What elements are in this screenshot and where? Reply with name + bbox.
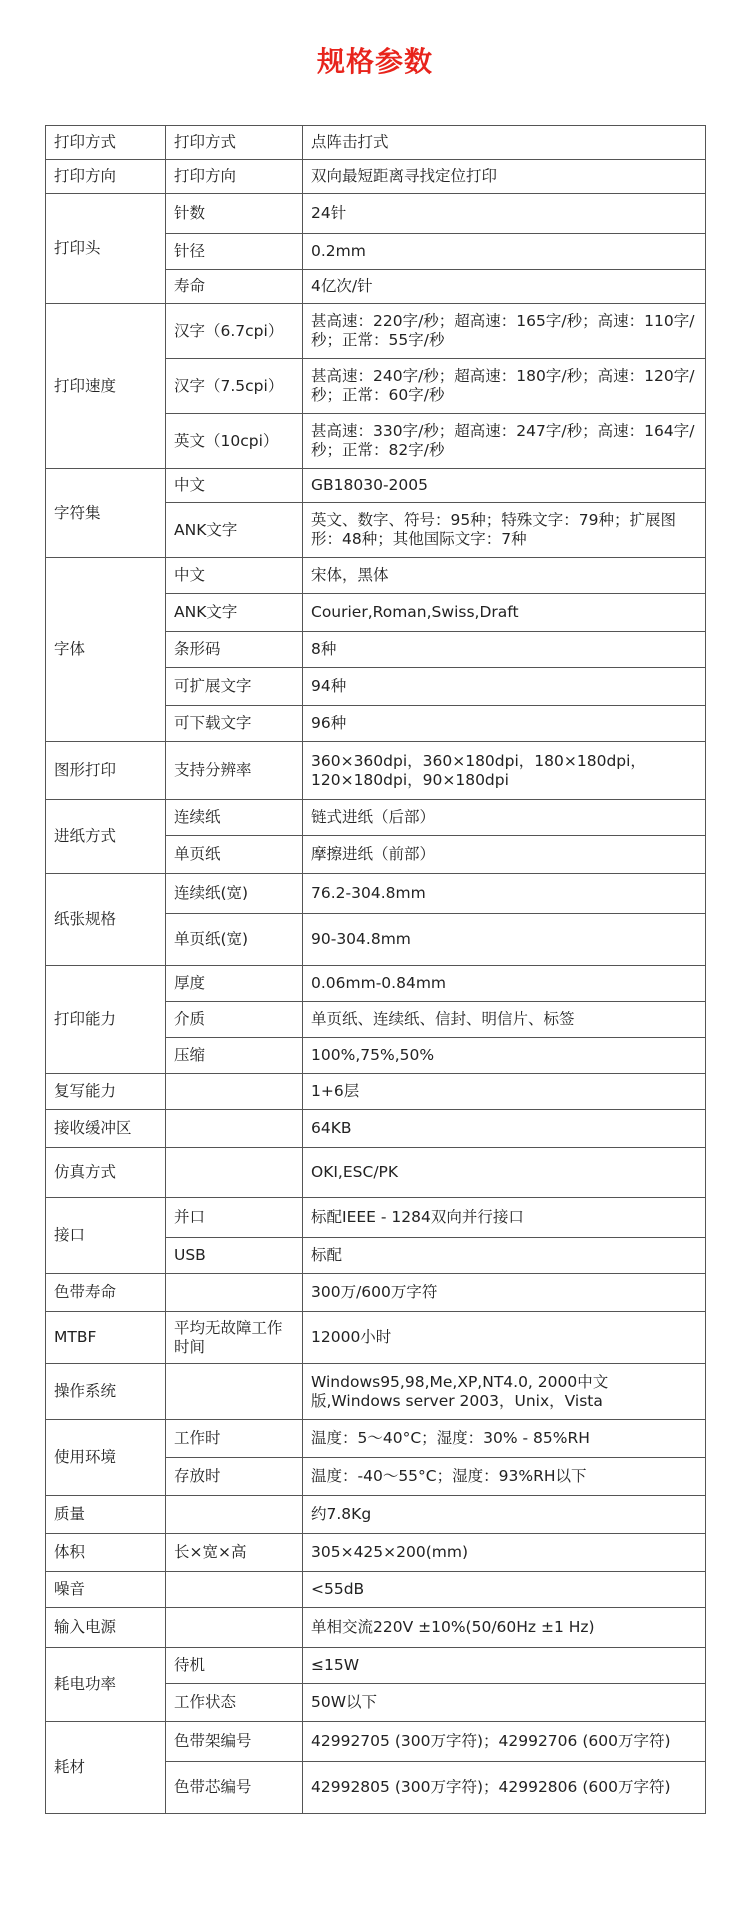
spec-value: 42992805 (300万字符)；42992806 (600万字符) xyxy=(303,1762,706,1814)
spec-item: 压缩 xyxy=(166,1038,303,1074)
spec-item xyxy=(166,1608,303,1648)
spec-item: 介质 xyxy=(166,1002,303,1038)
spec-category: 接收缓冲区 xyxy=(46,1110,166,1148)
spec-item: 连续纸(宽) xyxy=(166,874,303,914)
spec-item: 英文（10cpi） xyxy=(166,414,303,469)
spec-item: 色带芯编号 xyxy=(166,1762,303,1814)
spec-value: 甚高速：220字/秒；超高速：165字/秒；高速：110字/秒；正常：55字/秒 xyxy=(303,304,706,359)
table-row xyxy=(46,558,706,594)
spec-category: 耗材 xyxy=(46,1722,166,1814)
table-row xyxy=(46,1572,706,1608)
spec-value: OKI,ESC/PK xyxy=(303,1148,706,1198)
table-row xyxy=(46,1074,706,1110)
table-row xyxy=(46,1312,706,1364)
spec-value: 1+6层 xyxy=(303,1074,706,1110)
spec-item: 工作时 xyxy=(166,1420,303,1458)
spec-item: ANK文字 xyxy=(166,503,303,558)
spec-value: 温度：5～40°C；湿度：30% - 85%RH xyxy=(303,1420,706,1458)
spec-value: 约7.8Kg xyxy=(303,1496,706,1534)
spec-item: ANK文字 xyxy=(166,594,303,632)
spec-item: 中文 xyxy=(166,469,303,503)
spec-value: Windows95,98,Me,XP,NT4.0, 2000中文版,Windows server 2003，Unix，Vista xyxy=(303,1364,706,1420)
spec-value: 甚高速：240字/秒；超高速：180字/秒；高速：120字/秒；正常：60字/秒 xyxy=(303,359,706,414)
spec-item: USB xyxy=(166,1238,303,1274)
spec-value: 摩擦进纸（前部） xyxy=(303,836,706,874)
spec-value: 12000小时 xyxy=(303,1312,706,1364)
spec-value: 点阵击打式 xyxy=(303,126,706,160)
spec-item xyxy=(166,1572,303,1608)
table-row xyxy=(46,194,706,234)
spec-category: 字符集 xyxy=(46,469,166,558)
spec-item xyxy=(166,1496,303,1534)
spec-category: 打印方式 xyxy=(46,126,166,160)
page-title: 规格参数 xyxy=(316,45,433,78)
spec-item: 单页纸(宽) xyxy=(166,914,303,966)
spec-item: 汉字（6.7cpi） xyxy=(166,304,303,359)
spec-item: 寿命 xyxy=(166,270,303,304)
spec-category: 仿真方式 xyxy=(46,1148,166,1198)
spec-item: 待机 xyxy=(166,1648,303,1684)
spec-value: 100%,75%,50% xyxy=(303,1038,706,1074)
table-row xyxy=(46,1148,706,1198)
spec-item: 打印方向 xyxy=(166,160,303,194)
spec-category: 输入电源 xyxy=(46,1608,166,1648)
spec-category: 打印速度 xyxy=(46,304,166,469)
spec-value: 双向最短距离寻找定位打印 xyxy=(303,160,706,194)
spec-item: 汉字（7.5cpi） xyxy=(166,359,303,414)
spec-value: 8种 xyxy=(303,632,706,668)
table-row xyxy=(46,1722,706,1762)
spec-category: 噪音 xyxy=(46,1572,166,1608)
spec-value: 0.06mm-0.84mm xyxy=(303,966,706,1002)
spec-item: 条形码 xyxy=(166,632,303,668)
table-row xyxy=(46,1198,706,1238)
table-row xyxy=(46,304,706,359)
spec-value: 76.2-304.8mm xyxy=(303,874,706,914)
table-row xyxy=(46,1534,706,1572)
spec-category: 色带寿命 xyxy=(46,1274,166,1312)
spec-value: 94种 xyxy=(303,668,706,706)
spec-category: 耗电功率 xyxy=(46,1648,166,1722)
spec-category: 打印能力 xyxy=(46,966,166,1074)
table-row xyxy=(46,469,706,503)
spec-category: 图形打印 xyxy=(46,742,166,800)
table-row xyxy=(46,1420,706,1458)
spec-item: 支持分辨率 xyxy=(166,742,303,800)
spec-category: 打印头 xyxy=(46,194,166,304)
table-row xyxy=(46,1608,706,1648)
spec-value: ≤15W xyxy=(303,1648,706,1684)
spec-item: 中文 xyxy=(166,558,303,594)
spec-value: 标配IEEE - 1284双向并行接口 xyxy=(303,1198,706,1238)
spec-item xyxy=(166,1110,303,1148)
spec-value: 0.2mm xyxy=(303,234,706,270)
table-row xyxy=(46,1110,706,1148)
spec-value: 96种 xyxy=(303,706,706,742)
spec-value: Courier,Roman,Swiss,Draft xyxy=(303,594,706,632)
spec-category: MTBF xyxy=(46,1312,166,1364)
table-row xyxy=(46,874,706,914)
spec-value: 360×360dpi，360×180dpi，180×180dpi，120×180dpi，90×180dpi xyxy=(303,742,706,800)
spec-item xyxy=(166,1364,303,1420)
table-row xyxy=(46,1274,706,1312)
spec-item: 平均无故障工作时间 xyxy=(166,1312,303,1364)
spec-item xyxy=(166,1074,303,1110)
spec-item: 存放时 xyxy=(166,1458,303,1496)
spec-category: 字体 xyxy=(46,558,166,742)
spec-value: 300万/600万字符 xyxy=(303,1274,706,1312)
spec-value: 24针 xyxy=(303,194,706,234)
table-row xyxy=(46,160,706,194)
spec-item: 可下载文字 xyxy=(166,706,303,742)
spec-item: 长×宽×高 xyxy=(166,1534,303,1572)
spec-item: 可扩展文字 xyxy=(166,668,303,706)
spec-value: 305×425×200(mm) xyxy=(303,1534,706,1572)
spec-value: 4亿次/针 xyxy=(303,270,706,304)
spec-item: 色带架编号 xyxy=(166,1722,303,1762)
table-row xyxy=(46,1364,706,1420)
spec-category: 打印方向 xyxy=(46,160,166,194)
spec-value: GB18030-2005 xyxy=(303,469,706,503)
spec-category: 操作系统 xyxy=(46,1364,166,1420)
spec-item: 工作状态 xyxy=(166,1684,303,1722)
spec-value: 42992705 (300万字符)；42992706 (600万字符) xyxy=(303,1722,706,1762)
spec-category: 接口 xyxy=(46,1198,166,1274)
table-row xyxy=(46,1496,706,1534)
spec-item xyxy=(166,1148,303,1198)
spec-value: 甚高速：330字/秒；超高速：247字/秒；高速：164字/秒；正常：82字/秒 xyxy=(303,414,706,469)
spec-item: 单页纸 xyxy=(166,836,303,874)
spec-item: 针径 xyxy=(166,234,303,270)
table-row xyxy=(46,1648,706,1684)
spec-value: 单相交流220V ±10%(50/60Hz ±1 Hz) xyxy=(303,1608,706,1648)
spec-value: 64KB xyxy=(303,1110,706,1148)
spec-category: 使用环境 xyxy=(46,1420,166,1496)
table-row xyxy=(46,966,706,1002)
spec-table xyxy=(45,125,706,1814)
spec-item: 厚度 xyxy=(166,966,303,1002)
spec-value: 50W以下 xyxy=(303,1684,706,1722)
spec-value: 宋体，黑体 xyxy=(303,558,706,594)
spec-item xyxy=(166,1274,303,1312)
spec-value: 英文、数字、符号：95种；特殊文字：79种；扩展图形：48种；其他国际文字：7种 xyxy=(303,503,706,558)
spec-category: 复写能力 xyxy=(46,1074,166,1110)
table-row xyxy=(46,126,706,160)
spec-item: 打印方式 xyxy=(166,126,303,160)
spec-value: 温度：-40～55°C；湿度：93%RH以下 xyxy=(303,1458,706,1496)
spec-category: 质量 xyxy=(46,1496,166,1534)
spec-value: 标配 xyxy=(303,1238,706,1274)
spec-item: 针数 xyxy=(166,194,303,234)
spec-value: 90-304.8mm xyxy=(303,914,706,966)
spec-item: 并口 xyxy=(166,1198,303,1238)
table-row xyxy=(46,742,706,800)
spec-category: 进纸方式 xyxy=(46,800,166,874)
table-row xyxy=(46,800,706,836)
spec-value: 单页纸、连续纸、信封、明信片、标签 xyxy=(303,1002,706,1038)
spec-value: <55dB xyxy=(303,1572,706,1608)
spec-value: 链式进纸（后部） xyxy=(303,800,706,836)
spec-category: 体积 xyxy=(46,1534,166,1572)
spec-item: 连续纸 xyxy=(166,800,303,836)
spec-category: 纸张规格 xyxy=(46,874,166,966)
